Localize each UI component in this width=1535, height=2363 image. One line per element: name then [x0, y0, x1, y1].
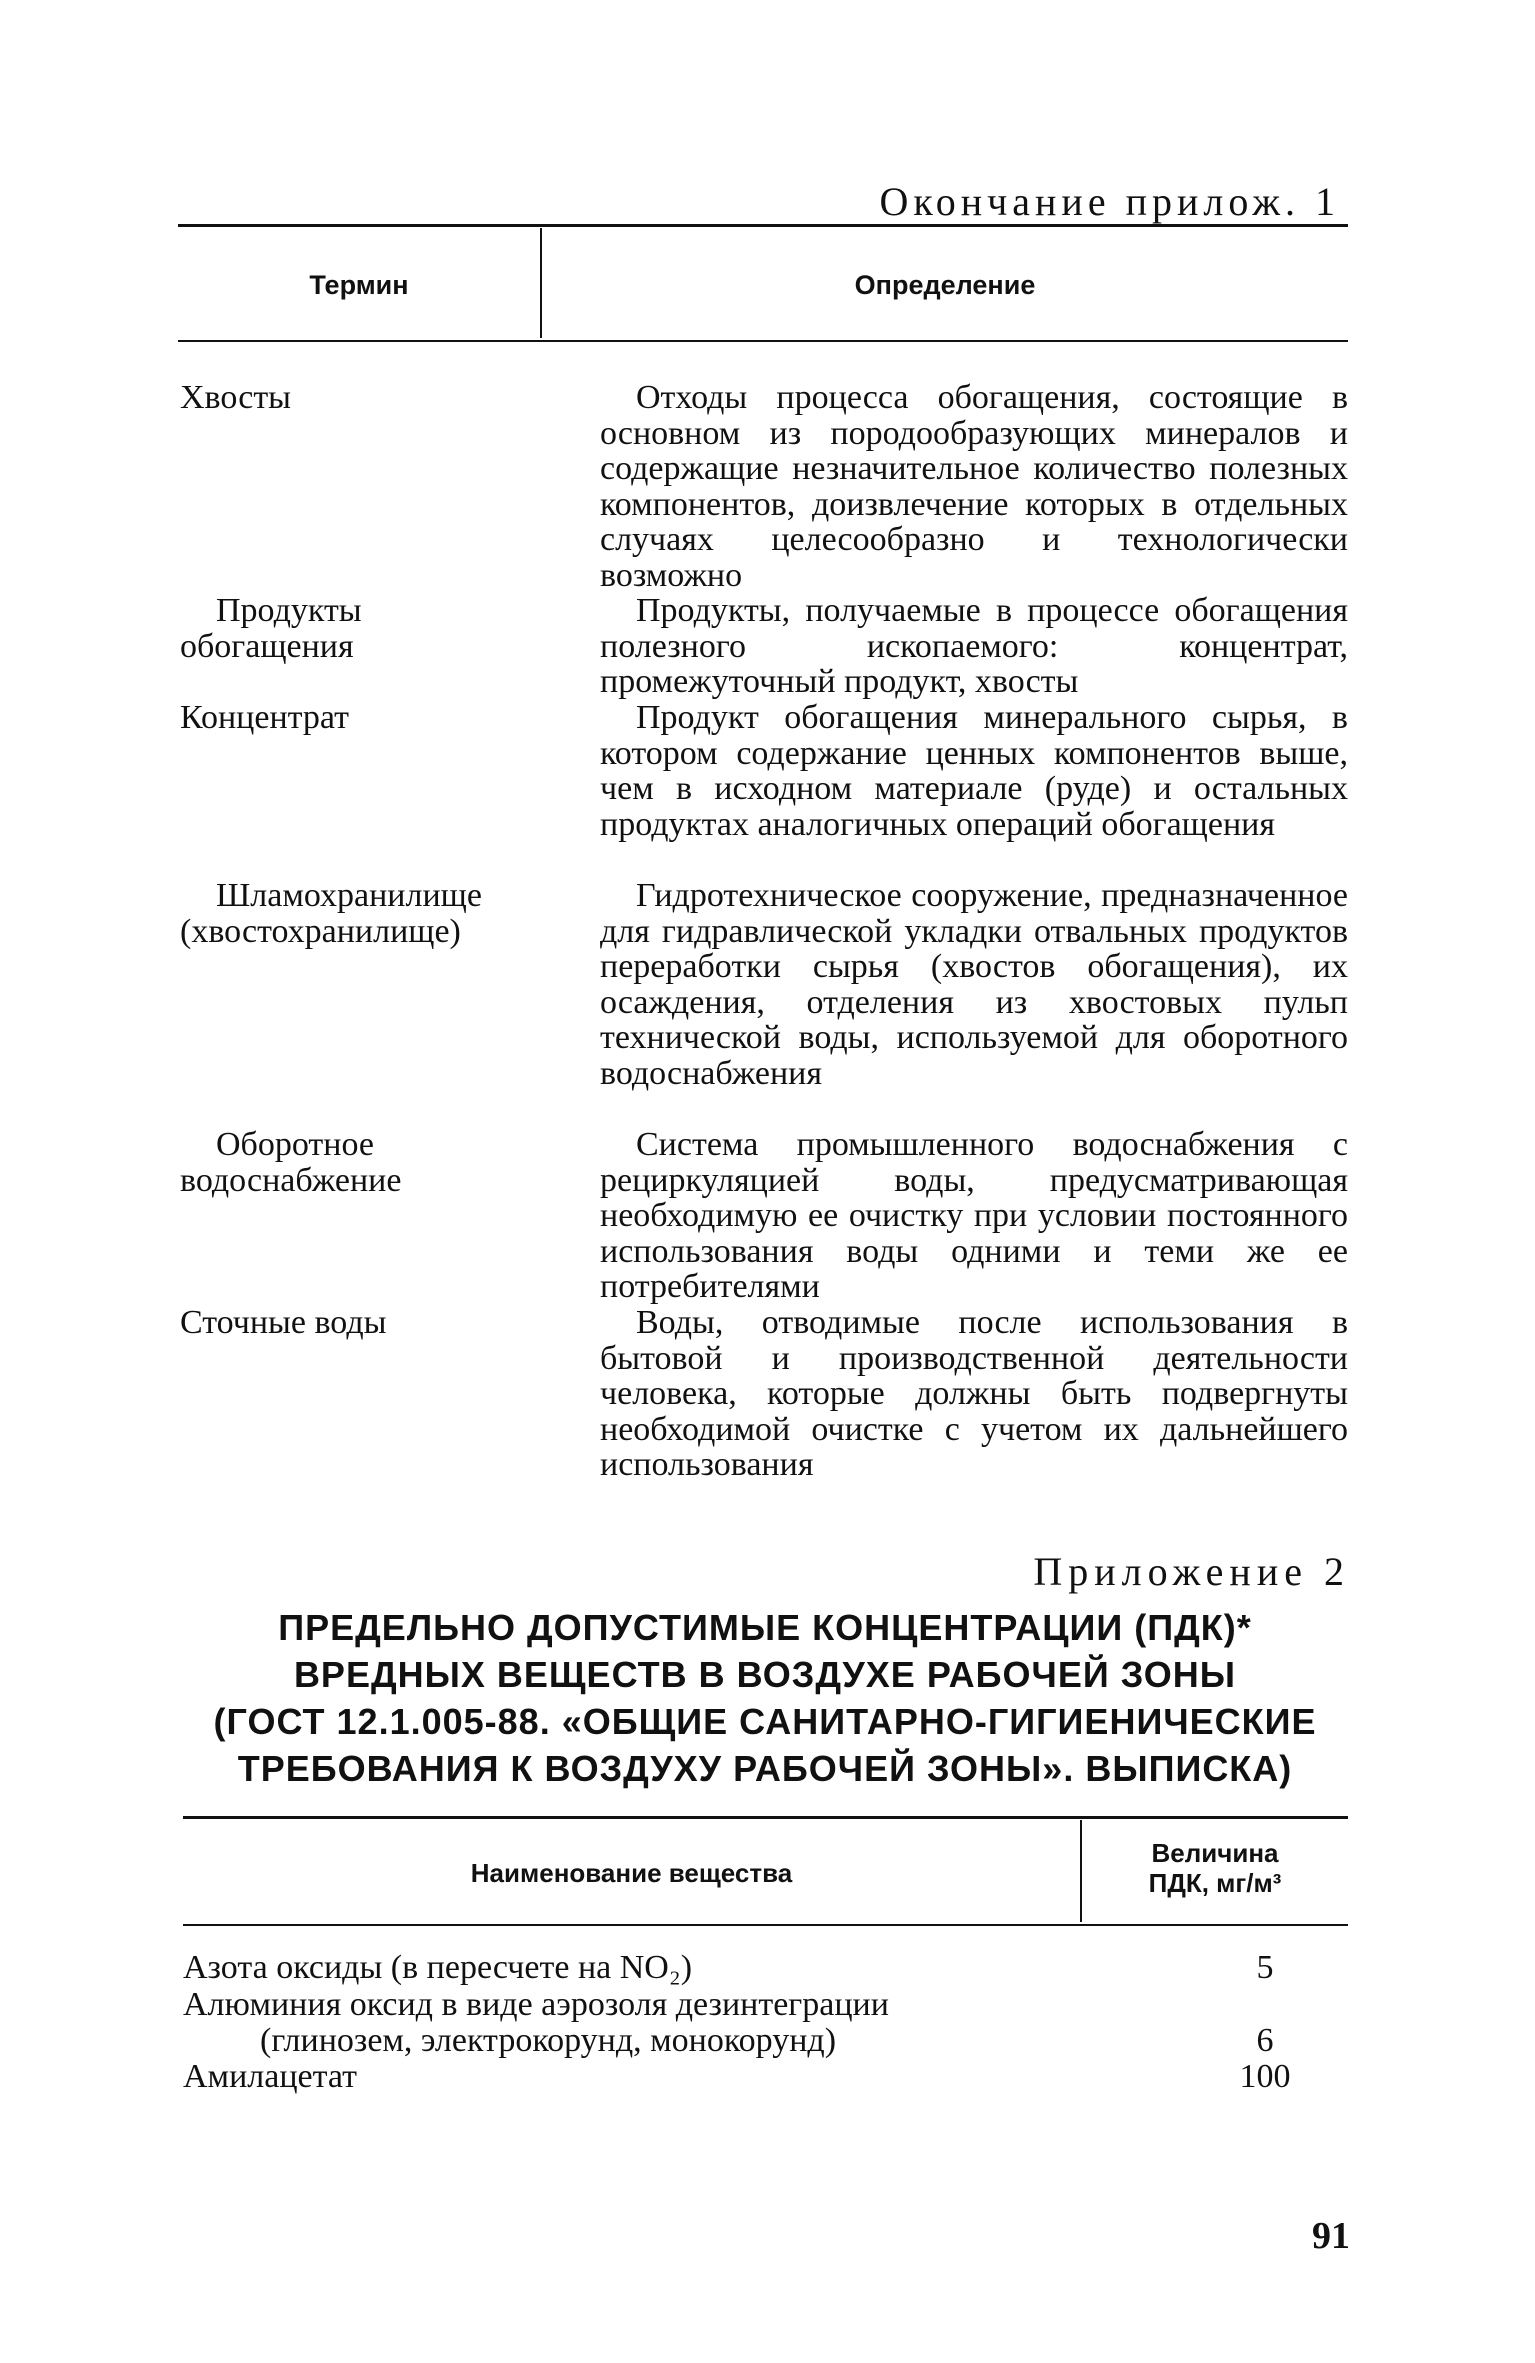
substance-mac-value: 5: [1256, 1949, 1274, 1986]
substance-name-continuation: (глинозем, электрокорунд, монокорунд): [260, 2022, 837, 2059]
table1-definition: Отходы процесса обогащения, состоящие в основном из породообразующих минералов и содержащие незначительное количество полезных компонентов, доизвлечение которых в отдельных случаях целесообразно и технологически возможно: [600, 379, 1348, 594]
appendix-title-line: (ГОСТ 12.1.005-88. «ОБЩИЕ САНИТАРНО-ГИГИЕНИЧЕСКИЕ: [213, 1701, 1317, 1742]
substance-name: Азота оксиды (в пересчете на NO₂): [183, 1949, 693, 1986]
appendix-title-line: ВРЕДНЫХ ВЕЩЕСТВ В ВОЗДУХЕ РАБОЧЕЙ ЗОНЫ: [293, 1654, 1237, 1695]
table1-header-term: Термин: [309, 270, 409, 300]
table2-header-value-line: Величина: [1151, 1838, 1279, 1868]
table1-definition: Продукт обогащения минерального сырья, в котором содержание ценных компонентов выше, чем в исходном материале (руде) и остальных продуктах аналогичных операций обогащения: [600, 699, 1348, 843]
table1-term: Хвосты: [180, 379, 292, 416]
table1-term: Концентрат: [180, 699, 350, 736]
substance-name: Амилацетат: [183, 2058, 357, 2095]
table1-definition: Система промышленного водоснабжения с рециркуляцией воды, предусматривающая необходимую ее очистку при условии постоянного использования воды одними и теми же ее потребителями: [600, 1126, 1348, 1305]
table2-header-rule: [183, 1924, 1348, 1926]
table1-term: Сточные воды: [180, 1304, 387, 1341]
table1-definition: Гидротехническое сооружение, предназначенное для гидравлической укладки отвальных продуктов переработки сырья (хвостов обогащения), их осаждения, отделения из хвостовых пульп технической воды, используемой для оборотного водоснабжения: [600, 877, 1348, 1092]
table1-term: Оборотное водоснабжение: [180, 1126, 402, 1199]
table1-header-definition: Определение: [854, 270, 1036, 300]
table2-header-value-line: ПДК, мг/м³: [1148, 1868, 1282, 1898]
appendix-title-line: ПРЕДЕЛЬНО ДОПУСТИМЫЕ КОНЦЕНТРАЦИИ (ПДК)*: [278, 1607, 1252, 1648]
continuation-label: Окончание прилож. 1: [879, 179, 1340, 224]
table1-top-rule: [178, 224, 1348, 227]
table1-definition: Продукты, получаемые в процессе обогащения полезного ископаемого: концентрат, промежуточный продукт, хвосты: [600, 592, 1348, 700]
appendix-title: [180, 1604, 1350, 1792]
substance-mac-value: 6: [1256, 2022, 1274, 2059]
table2-header-name: Наименование вещества: [470, 1858, 793, 1888]
table1-definition: Воды, отводимые после использования в бытовой и производственной деятельности человека, которые должны быть подвергнуты необходимой очистке с учетом их дальнейшего использования: [600, 1304, 1348, 1483]
substance-mac-value: 100: [1239, 2058, 1291, 2095]
table1-term: Продукты обогащения: [180, 592, 362, 665]
table2-header-value: [1082, 1838, 1348, 1898]
page-number: 91: [1312, 2215, 1350, 2257]
appendix-label: Приложение 2: [1033, 1549, 1350, 1594]
table2-top-rule: [183, 1816, 1348, 1819]
substance-name: Алюминия оксид в виде аэрозоля дезинтеграции: [183, 1986, 889, 2023]
table1-term: Шламохранилище (хвостохранилище): [180, 877, 482, 950]
table1-header-rule: [178, 340, 1348, 342]
appendix-title-line: ТРЕБОВАНИЯ К ВОЗДУХУ РАБОЧЕЙ ЗОНЫ». ВЫПИСКА): [237, 1748, 1293, 1789]
